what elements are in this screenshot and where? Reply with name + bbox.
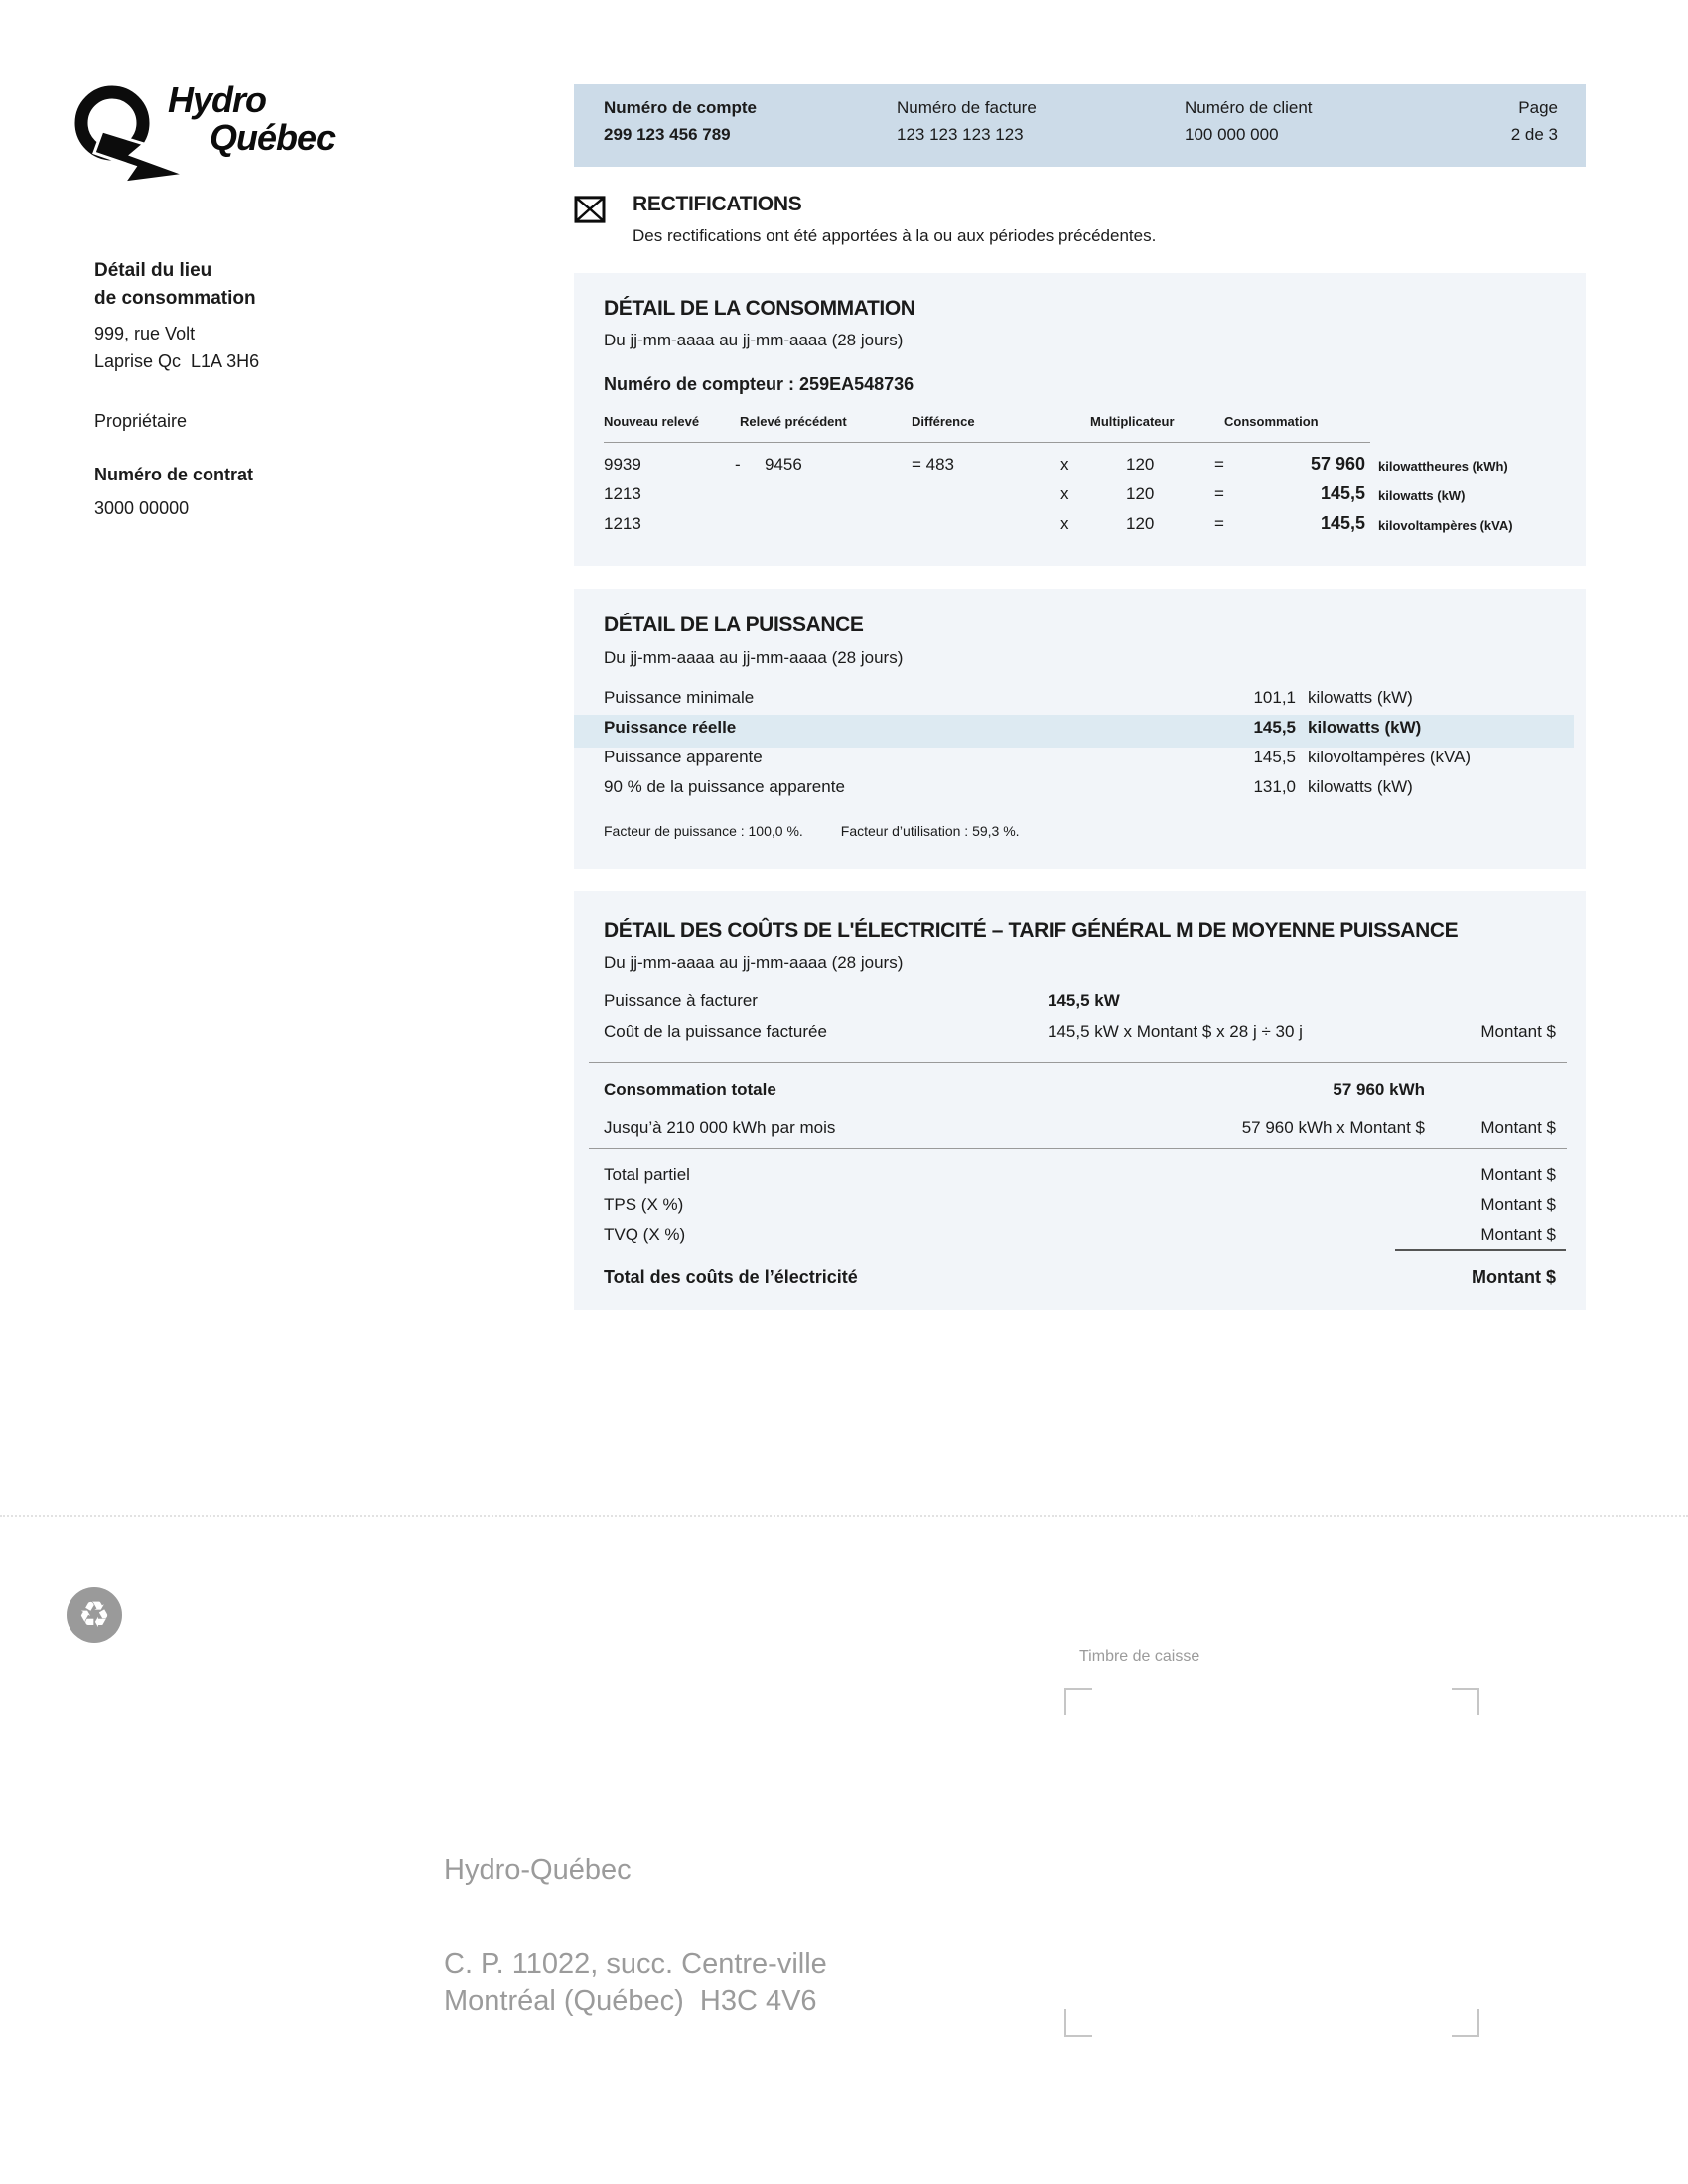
power-factor: Facteur de puissance : 100,0 %. (604, 823, 803, 839)
recycle-icon: ♻ (67, 1587, 122, 1643)
total-costs-amount: Montant $ (1472, 1267, 1556, 1287)
cost-row (574, 1118, 1586, 1148)
times-sign: x (1060, 455, 1069, 474)
power-period: Du jj-mm-aaaa au jj-mm-aaaa (28 jours) (604, 648, 904, 667)
equals-sign: = (1214, 455, 1224, 474)
power-row-label: Puissance minimale (604, 688, 755, 707)
utilization-factor: Facteur d’utilisation : 59,3 %. (840, 823, 1020, 839)
equals-sign: = (1214, 514, 1224, 533)
power-title: DÉTAIL DE LA PUISSANCE (604, 614, 864, 636)
page-value: 2 de 3 (1510, 125, 1558, 144)
costs-divider (589, 1062, 1567, 1063)
cost-row-formula: 57 960 kWh (1333, 1080, 1425, 1099)
account-number-value: 299 123 456 789 (604, 125, 731, 144)
col-header-difference: Différence (912, 414, 975, 429)
consumption-period: Du jj-mm-aaaa au jj-mm-aaaa (28 jours) (604, 331, 904, 349)
consumption-unit: kilowatts (kW) (1378, 488, 1466, 503)
multiplier: 120 (1126, 455, 1155, 474)
consumption-value: 145,5 (1320, 483, 1365, 503)
consumption-title: DÉTAIL DE LA CONSOMMATION (604, 297, 915, 320)
account-number-label: Numéro de compte (604, 98, 757, 117)
power-row-unit: kilovoltampères (kVA) (1308, 748, 1472, 766)
crop-mark-bottom-right (1452, 2009, 1479, 2037)
cost-row-amount: Montant $ (1480, 1165, 1556, 1184)
power-row-highlighted (574, 718, 1586, 748)
location-title-line1: Détail du lieu (94, 260, 212, 281)
power-detail-panel (574, 589, 1586, 869)
consumption-unit: kilowattheures (kWh) (1378, 459, 1508, 474)
location-title-line2: de consommation (94, 288, 256, 309)
payee-address-line1: C. P. 11022, succ. Centre-ville (444, 1948, 827, 1979)
cost-row-tps (574, 1195, 1586, 1225)
power-row (574, 688, 1586, 718)
detach-dashed-line (0, 1515, 1688, 1517)
cost-row-label: TPS (X %) (604, 1195, 684, 1214)
cost-row-amount: Montant $ (1480, 1225, 1556, 1244)
cost-row-amount: Montant $ (1480, 1023, 1556, 1041)
consumption-detail-panel (574, 273, 1586, 566)
power-row-unit: kilowatts (kW) (1308, 688, 1413, 707)
cost-row-formula: 145,5 kW (1048, 991, 1120, 1010)
multiplier: 120 (1126, 514, 1155, 533)
cost-row-formula: 57 960 kWh x Montant $ (1241, 1118, 1425, 1137)
cost-row-total-consumption (574, 1080, 1586, 1110)
cost-row-label: Consommation totale (604, 1080, 776, 1099)
cost-row-amount: Montant $ (1480, 1118, 1556, 1137)
consumption-value: 57 960 (1310, 454, 1365, 474)
rectifications-subtitle: Des rectifications ont été apportées à la ou aux périodes précédentes. (633, 226, 1157, 245)
col-header-consumption: Consommation (1224, 414, 1319, 429)
previous-reading: 9456 (765, 455, 802, 474)
client-number-label: Numéro de client (1185, 98, 1313, 117)
meter-number-line (604, 374, 914, 395)
power-row-value: 101,1 (1253, 688, 1296, 707)
envelope-icon (574, 196, 606, 223)
minus-sign: - (735, 455, 741, 474)
cost-row-label: TVQ (X %) (604, 1225, 686, 1244)
power-row-label: 90 % de la puissance apparente (604, 777, 845, 796)
consumption-unit: kilovoltampères (kVA) (1378, 518, 1513, 533)
col-header-multiplier: Multiplicateur (1090, 414, 1175, 429)
payee-company-name: Hydro-Québec (444, 1854, 632, 1886)
crop-mark-bottom-left (1064, 2009, 1092, 2037)
cost-row-label: Puissance à facturer (604, 991, 758, 1010)
rectifications-title: RECTIFICATIONS (633, 193, 802, 215)
costs-period: Du jj-mm-aaaa au jj-mm-aaaa (28 jours) (604, 953, 904, 972)
logo-word-quebec: Québec (210, 117, 336, 158)
location-address-line2: Laprise Qc L1A 3H6 (94, 351, 260, 371)
cost-total-row (574, 1267, 1586, 1297)
multiplier: 120 (1126, 484, 1155, 503)
crop-mark-top-left (1064, 1688, 1092, 1715)
power-row-label: Puissance réelle (604, 718, 737, 737)
invoice-number-label: Numéro de facture (897, 98, 1037, 117)
cost-row-label: Total partiel (604, 1165, 690, 1184)
client-number-value: 100 000 000 (1185, 125, 1279, 144)
equals-sign: = (1214, 484, 1224, 503)
new-reading: 9939 (604, 455, 641, 474)
new-reading: 1213 (604, 484, 641, 503)
costs-detail-panel (574, 891, 1586, 1310)
cost-row-subtotal (574, 1165, 1586, 1195)
power-row-unit: kilowatts (kW) (1308, 777, 1413, 796)
times-sign: x (1060, 514, 1069, 533)
cost-row-label: Coût de la puissance facturée (604, 1023, 827, 1041)
crop-mark-top-right (1452, 1688, 1479, 1715)
col-header-previous-reading: Relevé précédent (740, 414, 847, 429)
power-row (574, 777, 1586, 807)
cost-row-amount: Montant $ (1480, 1195, 1556, 1214)
power-row-label: Puissance apparente (604, 748, 763, 766)
costs-title: DÉTAIL DES COÛTS DE L'ÉLECTRICITÉ – TARIF GÉNÉRAL M DE MOYENNE PUISSANCE (604, 919, 1459, 942)
cost-row (574, 1023, 1586, 1052)
power-row-value: 145,5 (1253, 748, 1296, 766)
consumption-value: 145,5 (1320, 513, 1365, 533)
times-sign: x (1060, 484, 1069, 503)
payee-address-line2: Montréal (Québec) H3C 4V6 (444, 1985, 817, 2017)
total-costs-label: Total des coûts de l’électricité (604, 1267, 858, 1287)
power-row-unit: kilowatts (kW) (1308, 718, 1422, 737)
contract-number-value: 3000 00000 (94, 498, 190, 518)
power-row (574, 748, 1586, 777)
power-row-value: 145,5 (1253, 718, 1296, 737)
contract-number-label: Numéro de contrat (94, 465, 254, 484)
costs-divider (589, 1148, 1567, 1149)
location-occupant: Propriétaire (94, 411, 188, 431)
invoice-number-value: 123 123 123 123 (897, 125, 1024, 144)
power-row-value: 131,0 (1253, 777, 1296, 796)
table-header-divider (604, 442, 1370, 443)
cash-stamp-label: Timbre de caisse (1079, 1648, 1200, 1665)
new-reading: 1213 (604, 514, 641, 533)
logo-word-hydro: Hydro (168, 79, 267, 120)
account-header-bar (574, 84, 1586, 167)
hydro-quebec-logo (74, 79, 412, 218)
difference: = 483 (912, 455, 955, 474)
cost-row-label: Jusqu’à 210 000 kWh par mois (604, 1118, 836, 1137)
page-label: Page (1518, 98, 1558, 117)
cost-row (574, 991, 1586, 1021)
col-header-new-reading: Nouveau relevé (604, 414, 700, 429)
location-address-line1: 999, rue Volt (94, 324, 196, 343)
meter-number-label: Numéro de compteur : (604, 374, 795, 394)
power-factors-line (604, 823, 1020, 839)
cost-row-formula: 145,5 kW x Montant $ x 28 j ÷ 30 j (1048, 1023, 1303, 1041)
meter-number-value: 259EA548736 (799, 374, 914, 394)
total-divider (1395, 1249, 1566, 1251)
